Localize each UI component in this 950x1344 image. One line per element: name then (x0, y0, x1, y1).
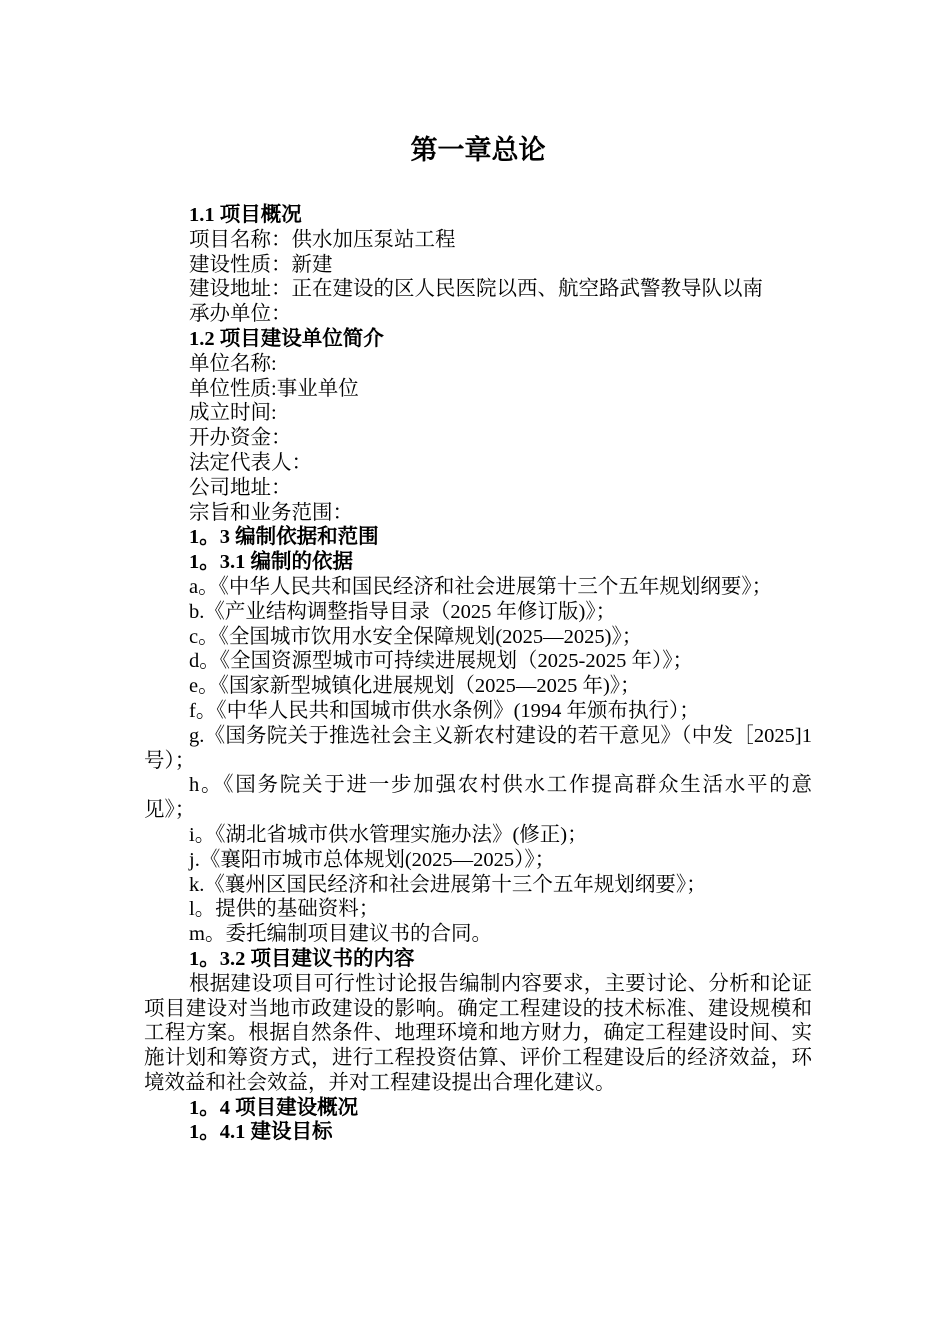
body-line: 承办单位： (189, 303, 292, 326)
body-line: d。《全国资源型城市可持续进展规划（2025-2025 年）》； (189, 650, 693, 673)
body-line: m。委托编制项目建议书的合同。 (189, 923, 492, 946)
section-heading: 1。3.1 编制的依据 (189, 551, 353, 574)
body-line: f。《中华人民共和国城市供水条例》(1994 年颁布执行）； (189, 699, 700, 722)
body-line: j.《襄阳市城市总体规划(2025—2025）》； (189, 848, 556, 871)
body-line: 建设性质：新建 (189, 253, 333, 276)
body-line: 项目名称：供水加压泵站工程 (189, 228, 456, 251)
body-line: 法定代表人： (189, 451, 312, 474)
chapter-title: 第一章总论 (410, 135, 546, 165)
body-line: 根据建设项目可行性讨论报告编制内容要求，主要讨论、分析和论证项目建设对当地市政建设的影响。确定工程建设的技术标准、建设规模和工程方案。根据自然条件、地理环境和地方财力，确定工程建设时间、实施计划和筹资方式，进行工程投资估算、评价工程建设后的经济效益，环境效益和社会效益，并对工程建设提出合理化建议。 (144, 972, 812, 1094)
body-line: c。《全国城市饮用水安全保障规划(2025—2025)》； (189, 625, 643, 648)
section-heading: 1。3.2 项目建议书的内容 (189, 947, 415, 970)
body-line: 建设地址：正在建设的区人民医院以西、航空路武警教导队以南 (189, 278, 763, 301)
body-line: l。提供的基础资料； (189, 898, 380, 921)
body-line: 开办资金： (189, 427, 292, 450)
section-heading: 1.2 项目建设单位简介 (189, 327, 384, 350)
section-heading: 1。4 项目建设概况 (189, 1096, 359, 1119)
body-line: i。《湖北省城市供水管理实施办法》(修正)； (189, 823, 588, 846)
body-line: b.《产业结构调整指导目录（2025 年修订版)》； (189, 600, 617, 623)
section-heading: 1.1 项目概况 (189, 204, 302, 226)
body-line: 成立时间: (189, 402, 277, 425)
body-line: 宗旨和业务范围： (189, 501, 353, 524)
body-line: g.《国务院关于推选社会主义新农村建设的若干意见》（中发［2025]1 号）； (144, 724, 812, 772)
body-line: 单位性质:事业单位 (189, 377, 359, 400)
body-line: h。《国务院关于进一步加强农村供水工作提高群众生活水平的意见》； (144, 774, 812, 822)
body-line: k.《襄州区国民经济和社会进展第十三个五年规划纲要》； (189, 873, 707, 896)
body-line: e。《国家新型城镇化进展规划（2025—2025 年)》； (189, 675, 641, 698)
body-line: 公司地址： (189, 476, 292, 499)
document-body (144, 203, 812, 1145)
section-heading: 1。3 编制依据和范围 (189, 526, 379, 549)
body-line: 单位名称: (189, 352, 277, 375)
body-line: a。《中华人民共和国民经济和社会进展第十三个五年规划纲要》； (189, 575, 773, 598)
section-heading: 1。4.1 建设目标 (189, 1121, 333, 1144)
document-page (144, 130, 812, 1145)
